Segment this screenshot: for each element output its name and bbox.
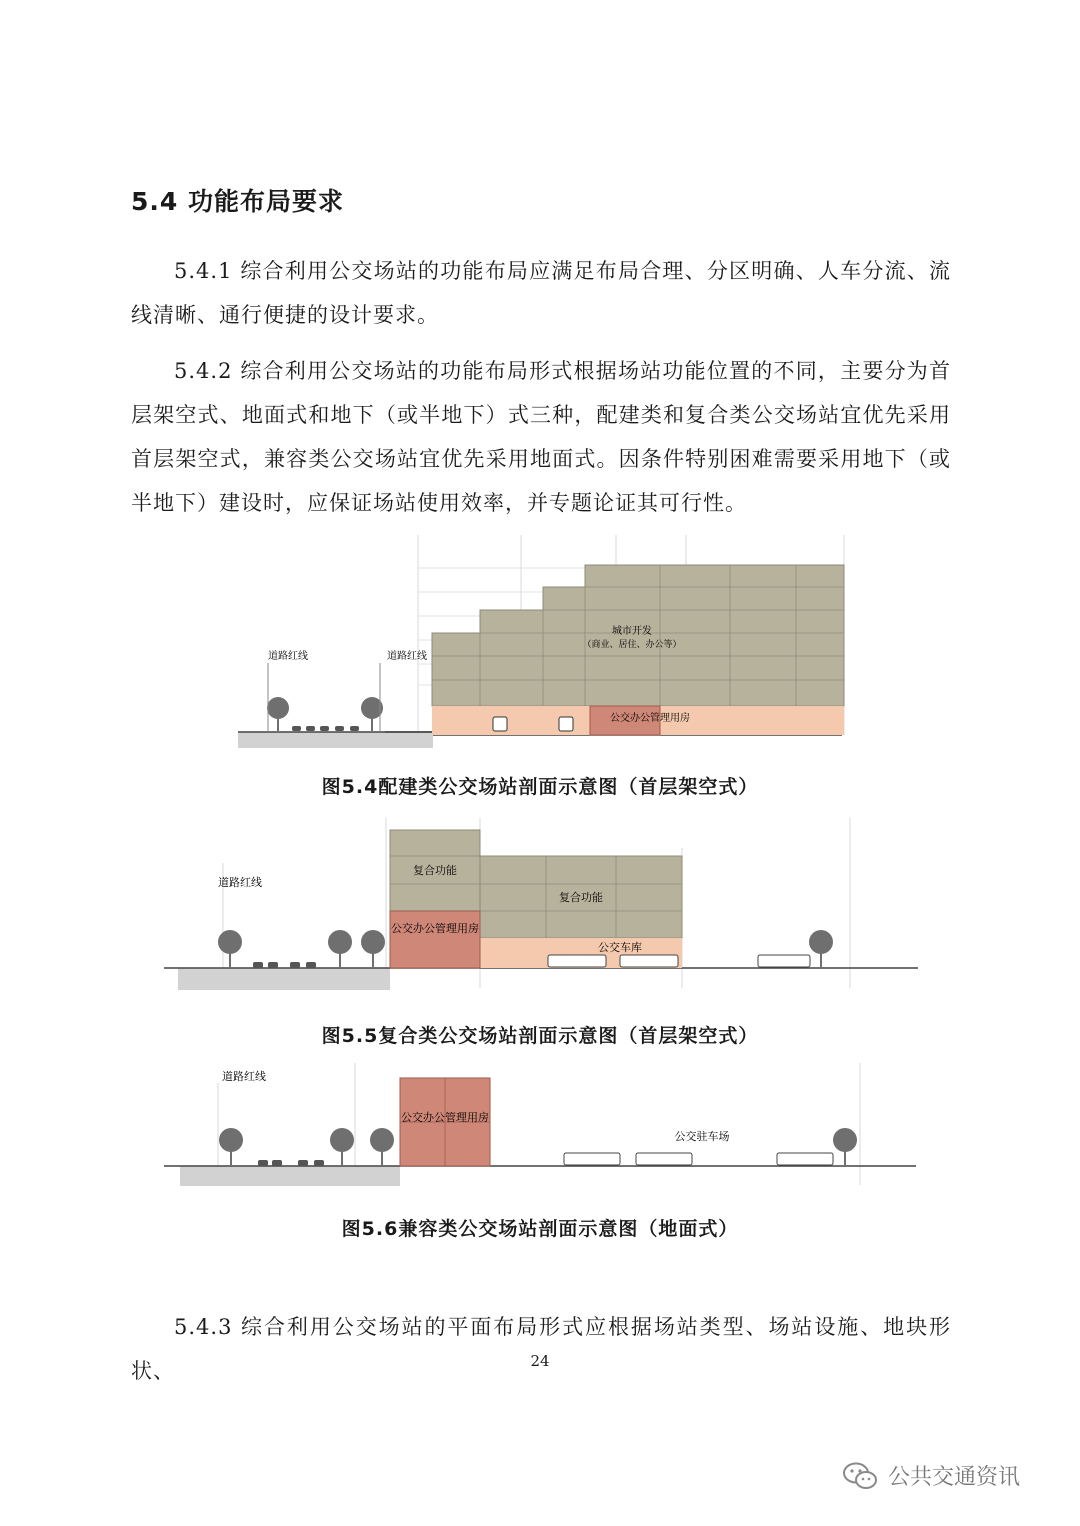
redline-label: 道路红线 bbox=[222, 1070, 266, 1083]
watermark-text: 公共交通资讯 bbox=[888, 1465, 1021, 1490]
figure-5-5-diagram bbox=[160, 818, 920, 993]
figure-5-6-diagram bbox=[160, 1063, 920, 1193]
redline-label-left: 道路红线 bbox=[268, 651, 308, 662]
wechat-icon bbox=[842, 1461, 878, 1491]
trees bbox=[267, 697, 383, 731]
watermark bbox=[842, 1460, 1020, 1491]
dev-title: 城市开发 bbox=[612, 626, 652, 637]
paragraph-5-4-1: 5.4.1 综合利用公交场站的功能布局应满足布局合理、分区明确、人车分流、流线清晰、通行便捷的设计要求。 bbox=[131, 259, 951, 327]
section-title: 5.4 功能布局要求 bbox=[131, 187, 344, 216]
dev-subtitle: （商业、居住、办公等） bbox=[582, 640, 682, 650]
figure-5-4-caption: 图5.4配建类公交场站剖面示意图（首层架空式） bbox=[321, 776, 759, 798]
composite-label-right: 复合功能 bbox=[559, 891, 603, 904]
redline-label-right: 道路红线 bbox=[387, 651, 427, 662]
figure-5-5-caption: 图5.5复合类公交场站剖面示意图（首层架空式） bbox=[321, 1025, 759, 1047]
paragraph-5-4-2: 5.4.2 综合利用公交场站的功能布局形式根据场站功能位置的不同，主要分为首层架空式、地面式和地下（或半地下）式三种，配建类和复合类公交场站宜优先采用首层架空式，兼容类公交场站宜优先采用地面式。因条件特别困难需要采用地下（或半地下）建设时，应保证场站使用效率，并专题论证其可行性。 bbox=[131, 359, 951, 515]
office-label: 公交办公管理用房 bbox=[610, 713, 690, 724]
page-number: 24 bbox=[530, 1352, 550, 1370]
parking-label: 公交驻车场 bbox=[674, 1130, 730, 1143]
redline-label: 道路红线 bbox=[218, 876, 262, 889]
figure-5-6-caption: 图5.6兼容类公交场站剖面示意图（地面式） bbox=[341, 1218, 739, 1240]
office-label: 公交办公管理用房 bbox=[401, 1111, 489, 1124]
garage-label: 公交车库 bbox=[598, 941, 642, 954]
office-label: 公交办公管理用房 bbox=[391, 922, 479, 935]
composite-label-left: 复合功能 bbox=[413, 864, 457, 877]
figure-5-4-diagram bbox=[230, 530, 850, 755]
paragraph-5-4-3: 5.4.3 综合利用公交场站的平面布局形式应根据场站类型、场站设施、地块形状、 bbox=[131, 1315, 951, 1383]
